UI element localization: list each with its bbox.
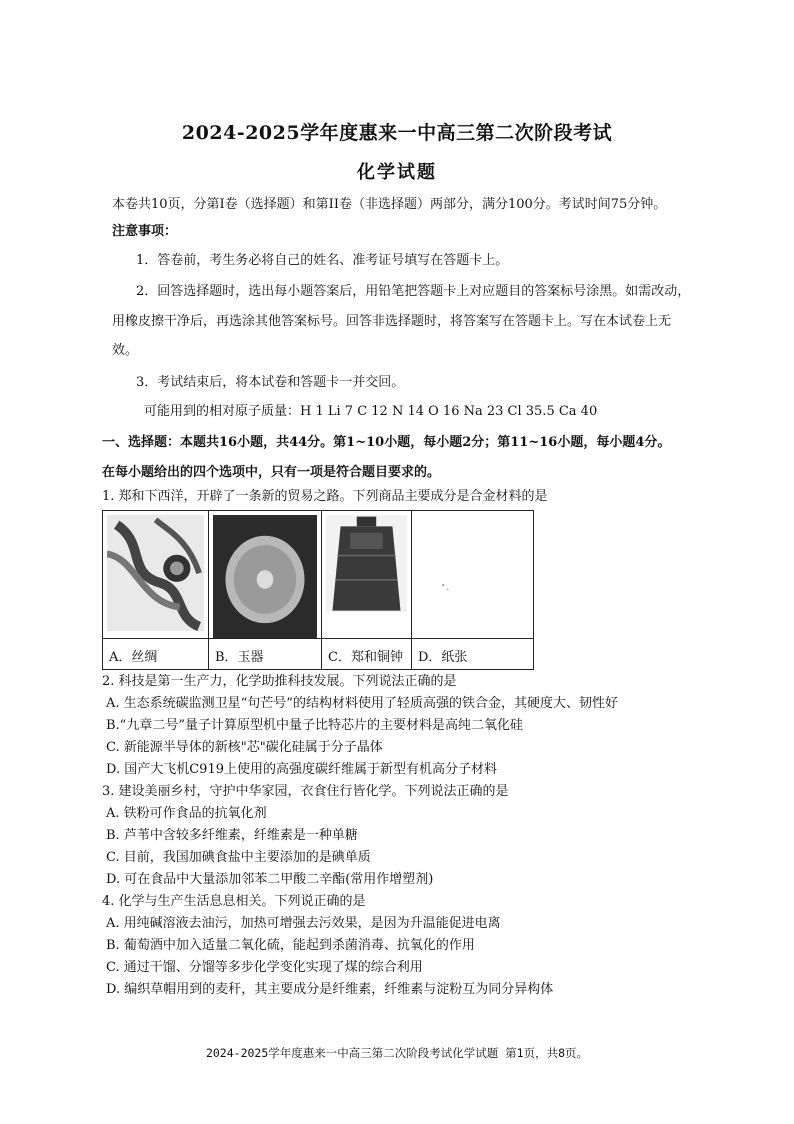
section-heading: 一、选择题：本题共16小题，共44分。第1~10小题，每小题2分；第11~16小题，每小题4分。 <box>102 435 671 450</box>
paper-image <box>412 511 533 638</box>
question-4-option-a: A. 用纯碱溶液去油污，加热可增强去污效果，是因为升温能促进电离 <box>106 916 501 931</box>
bronze-bell-image <box>322 511 412 638</box>
page-title: 2024-2025学年度惠来一中高三第二次阶段考试 <box>181 122 613 144</box>
notice-item-1: 1．答卷前，考生务必将自己的姓名、准考证号填写在答题卡上。 <box>136 253 509 268</box>
question-2-option-c: C. 新能源半导体的新核"芯"碳化硅属于分子晶体 <box>106 740 383 755</box>
question-3-option-b: B. 芦苇中含较多纤维素，纤维素是一种单糖 <box>106 828 358 843</box>
notice-item-2-end: 效。 <box>112 343 139 358</box>
question-1-options-table <box>102 510 534 670</box>
intro-line: 本卷共10页，分第I卷（选择题）和第II卷（非选择题）两部分，满分100分。考试时间75分钟。 <box>112 197 667 212</box>
notice-item-2: 2．回答选择题时，选出每小题答案后，用铅笔把答题卡上对应题目的答案标号涂黑。如需改动， <box>136 284 691 299</box>
question-3-option-d: D. 可在食品中大量添加邻苯二甲酸二辛酯(常用作增塑剂) <box>106 872 434 887</box>
page-footer: 2024-2025学年度惠来一中高三第二次阶段考试化学试题 第1页，共8页。 <box>205 1046 589 1060</box>
question-3-option-a: A. 铁粉可作食品的抗氧化剂 <box>106 806 267 821</box>
question-2-option-d: D. 国产大飞机C919上使用的高强度碳纤维属于新型有机高分子材料 <box>106 762 497 777</box>
question-3-stem: 3. 建设美丽乡村，守护中华家园，衣食住行皆化学。下列说法正确的是 <box>102 784 509 799</box>
question-2-option-a: A. 生态系统碳监测卫星“句芒号”的结构材料使用了轻质高强的铁合金，其硬度大、韧性好 <box>106 696 618 711</box>
question-4-stem: 4. 化学与生产生活息息相关。下列说正确的是 <box>102 894 366 909</box>
option-c: C．郑和铜钟 <box>322 638 412 669</box>
question-4-option-d: D. 编织草帽用到的麦秆，其主要成分是纤维素，纤维素与淀粉互为同分异构体 <box>106 982 554 997</box>
atomic-masses: 可能用到的相对原子质量：H 1 Li 7 C 12 N 14 O 16 Na 23 Cl 35.5 Ca 40 <box>144 404 598 419</box>
question-1-stem: 1. 郑和下西洋，开辟了一条新的贸易之路。下列商品主要成分是合金材料的是 <box>102 489 548 504</box>
notice-item-3: 3．考试结束后，将本试卷和答题卡一并交回。 <box>136 375 405 390</box>
section-heading-2: 在每小题给出的四个选项中，只有一项是符合题目要求的。 <box>102 465 441 480</box>
question-3-option-c: C. 目前，我国加碘食盐中主要添加的是碘单质 <box>106 850 371 865</box>
notice-label: 注意事项： <box>112 224 178 239</box>
question-4-option-b: B. 葡萄酒中加入适量二氧化硫，能起到杀菌消毒、抗氧化的作用 <box>106 938 475 953</box>
question-2-option-b: B.“九章二号”量子计算原型机中量子比特芯片的主要材料是高纯二氧化硅 <box>106 718 523 733</box>
option-b: B．玉器 <box>209 638 322 669</box>
jade-image <box>209 511 322 638</box>
page-subtitle: 化学试题 <box>357 162 437 183</box>
silk-image <box>103 511 209 638</box>
notice-item-2-cont: 用橡皮擦干净后，再选涂其他答案标号。回答非选择题时，将答案写在答题卡上。写在本试卷上无 <box>112 314 672 329</box>
question-2-stem: 2. 科技是第一生产力，化学助推科技发展。下列说法正确的是 <box>102 674 457 689</box>
question-4-option-c: C. 通过干馏、分馏等多步化学变化实现了煤的综合利用 <box>106 960 423 975</box>
option-a: A．丝绸 <box>103 638 209 669</box>
option-d: D．纸张 <box>412 638 533 669</box>
